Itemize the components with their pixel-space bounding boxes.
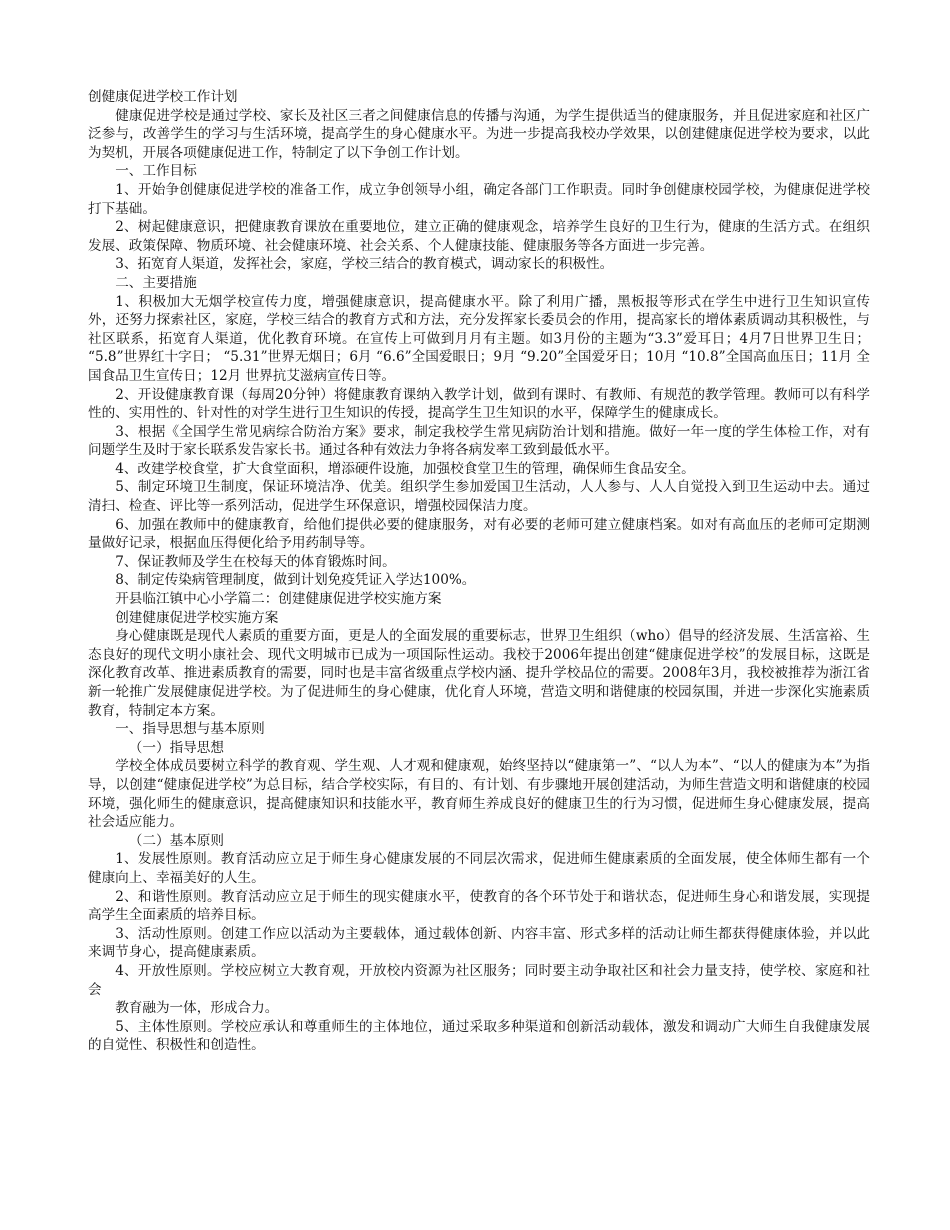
paragraph: 3、活动性原则。创建工作应以活动为主要载体，通过载体创新、内容丰富、形式多样的活动让师生都获得健康体验，并以此来调节身心，提高健康素质。 xyxy=(88,925,870,961)
paragraph: 教育融为一体，形成合力。 xyxy=(115,1000,279,1017)
paragraph: 开县临江镇中心小学篇二：创建健康促进学校实施方案 xyxy=(115,591,442,608)
paragraph: 5、主体性原则。学校应承认和尊重师生的主体地位，通过采取多种渠道和创新活动载体，激发和调动广大师生自我健康发展的自觉性、积极性和创造性。 xyxy=(88,1018,870,1054)
paragraph: 6、加强在教师中的健康教育，给他们提供必要的健康服务，对有必要的老师可建立健康档案。如对有高血压的老师可定期测量做好记录，根据血压得便化给予用药制导等。 xyxy=(88,516,870,552)
paragraph: 7、保证教师及学生在校每天的体育锻炼时间。 xyxy=(115,553,396,570)
paragraph: 5、制定环境卫生制度，保证环境洁净、优美。组织学生参加爱国卫生活动，人人参与、人人自觉投入到卫生运动中去。通过清扫、检查、评比等一系列活动，促进学生环保意识，增强校园保洁力度。 xyxy=(88,479,870,515)
paragraph: 1、积极加大无烟学校宣传力度，增强健康意识，提高健康水平。除了利用广播，黑板报等形式在学生中进行卫生知识宣传外，还努力探索社区，家庭，学校三结合的教育方式和方法，充分发挥家长委员会的作用，提高家长的增体素质调动其积极性，与社区联系，拓宽育人渠道，优化教育环境。在宣传上可做到月月有主题。如3月份的主题为“3.3”爱耳日；4月7日世界卫生日； “5.8”世界红十字日； “5.31”世界无烟日；6月 “6.6”全国爱眼日；9月 “9.20”全国爱牙日；10月 “10.8”全国高血压日；11月 全国食品卫生宣传日；12月 世界抗艾滋病宣传日等。 xyxy=(88,293,870,384)
paragraph: 创建健康促进学校实施方案 xyxy=(115,609,279,626)
paragraph: 2、和谐性原则。教育活动应立足于师生的现实健康水平，使教育的各个环节处于和谐状态，促进师生身心和谐发展，实现提高学生全面素质的培养目标。 xyxy=(88,888,870,924)
paragraph: （二）基本原则 xyxy=(128,832,224,849)
paragraph: 4、开放性原则。学校应树立大教育观，开放校内资源为社区服务；同时要主动争取社区和社会力量支持，使学校、家庭和社会 xyxy=(88,962,870,998)
paragraph: 2、树起健康意识，把健康教育课放在重要地位，建立正确的健康观念，培养学生良好的卫生行为，健康的生活方式。在组织发展、政策保障、物质环境、社会健康环境、社会关系、个人健康技能、健康服务等各方面进一步完善。 xyxy=(88,219,870,254)
paragraph: 一、指导思想与基本原则 xyxy=(115,721,265,738)
paragraph: 身心健康既是现代人素质的重要方面，更是人的全面发展的重要标志，世界卫生组织（who）倡导的经济发展、生活富裕、生态良好的现代文明小康社会、现代文明城市已成为一项国际性运动。我校于2006年提出创建“健康促进学校”的发展目标，这既是深化教育改革、推进素质教育的需要，同时也是丰富省级重点学校内涵、提升学校品位的需要。2008年3月，我校被推荐为浙江省新一轮推广发展健康促进学校。为了促进师生的身心健康，优化育人环境，营造文明和谐健康的校园氛围，并进一步深化实施素质教育，特制定本方案。 xyxy=(88,628,870,719)
paragraph: （一）指导思想 xyxy=(128,739,224,756)
paragraph: 8、制定传染病管理制度，做到计划免疫凭证入学达100%。 xyxy=(115,572,476,589)
paragraph: 二、主要措施 xyxy=(115,274,197,291)
paragraph: 2、开设健康教育课（每周20分钟）将健康教育课纳入教学计划，做到有课时、有教师、有规范的教学管理。教师可以有科学性的、实用性的、针对性的对学生进行卫生知识的传授，提高学生卫生知识的水平，保障学生的健康成长。 xyxy=(88,386,870,422)
paragraph: 学校全体成员要树立科学的教育观、学生观、人才观和健康观，始终坚持以“健康第一”、“以人为本”、“以人的健康为本”为指导，以创建“健康促进学校”为总目标，结合学校实际，有目的、有计划、有步骤地开展创建活动，为师生营造文明和谐健康的校园环境，强化师生的健康意识，提高健康知识和技能水平，教育师生养成良好的健康卫生的行为习惯，促进师生身心健康发展，提高社会适应能力。 xyxy=(88,758,870,831)
paragraph: 3、根据《全国学生常见病综合防治方案》要求，制定我校学生常见病防治计划和措施。做好一年一度的学生体检工作，对有问题学生及时于家长联系发告家长书。通过各种有效法力争将各病发率工致到最低水平。 xyxy=(88,423,870,459)
paragraph: 一、工作目标 xyxy=(115,163,197,180)
paragraph: 1、发展性原则。教育活动应立足于师生身心健康发展的不同层次需求，促进师生健康素质的全面发展，使全体师生都有一个健康向上、幸福美好的人生。 xyxy=(88,851,870,886)
paragraph: 4、改建学校食堂，扩大食堂面积，增添硬件设施，加强校食堂卫生的管理，确保师生食品安全。 xyxy=(115,460,695,477)
paragraph: 3、拓宽育人渠道，发挥社会，家庭，学校三结合的教育模式，调动家长的积极性。 xyxy=(115,256,614,273)
paragraph: 健康促进学校是通过学校、家长及社区三者之间健康信息的传播与沟通，为学生提供适当的健康服务，并且促进家庭和社区广泛参与，改善学生的学习与生活环境，提高学生的身心健康水平。为进一步提高我校办学效果，以创建健康促进学校为要求，以此为契机，开展各项健康促进工作，特制定了以下争创工作计划。 xyxy=(88,107,870,161)
document-title: 创健康促进学校工作计划 xyxy=(88,89,238,105)
paragraph: 1、开始争创健康促进学校的准备工作，成立争创领导小组，确定各部门工作职责。同时争创健康校园学校，为健康促进学校打下基础。 xyxy=(88,181,870,217)
